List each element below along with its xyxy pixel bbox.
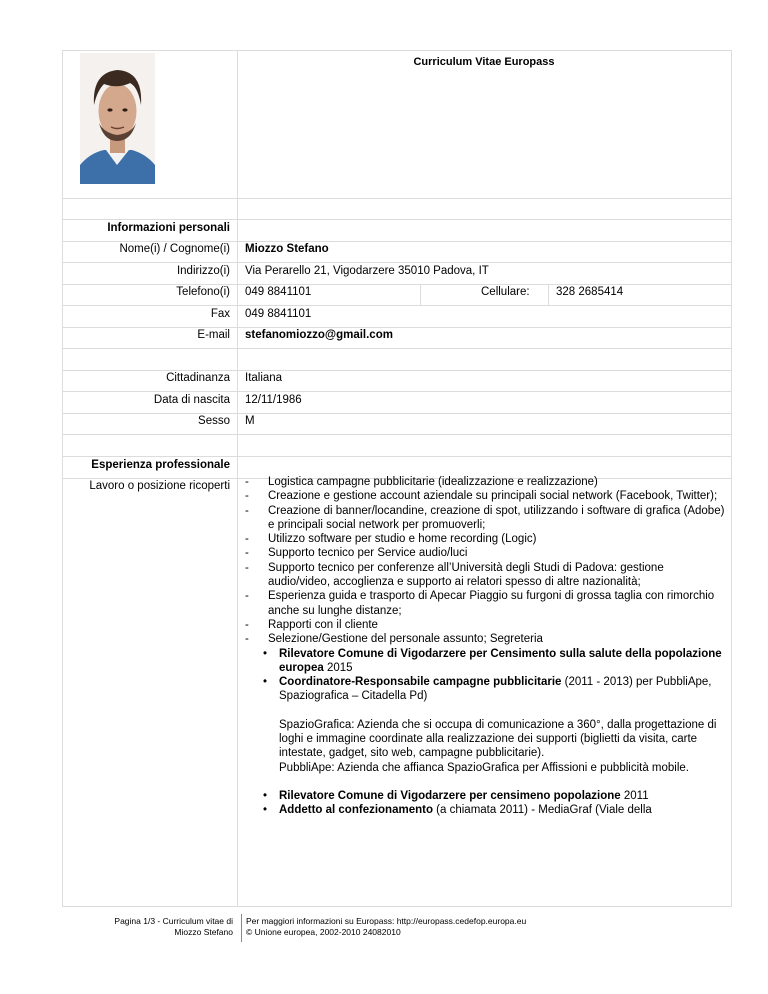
bullet-item: • Addetto al confezionamento (a chiamata 2011) - MediaGraf (Viale della xyxy=(263,804,652,817)
row-divider xyxy=(63,284,731,285)
birth-date-value: 12/11/1986 xyxy=(245,394,302,406)
row-divider xyxy=(63,305,731,306)
profile-photo xyxy=(80,53,155,184)
row-divider xyxy=(63,219,731,220)
row-divider xyxy=(63,413,731,414)
document-title: Curriculum Vitae Europass xyxy=(413,56,555,68)
email-label: E-mail xyxy=(197,329,230,341)
company-description: PubbliApe: Azienda che affianca SpazioGrafica per Affissioni e pubblicità mobile. xyxy=(279,761,689,774)
footer-divider xyxy=(241,914,242,942)
name-value: Miozzo Stefano xyxy=(245,243,329,255)
fax-label: Fax xyxy=(210,308,230,320)
mobile-value: 328 2685414 xyxy=(556,286,624,298)
section-personal-info: Informazioni personali xyxy=(107,222,230,234)
row-divider xyxy=(63,456,731,457)
list-item: - Creazione di banner/locandine, creazione di spot, utilizzando i software di grafica (Adobe) e principali social network per promuoverli; xyxy=(245,504,725,531)
cell-divider xyxy=(548,284,549,305)
list-item: - Utilizzo software per studio e home recording (Logic) xyxy=(245,533,537,546)
cell-divider xyxy=(420,284,421,305)
list-item: - Creazione e gestione account aziendale su principali social network (Facebook, Twitter); xyxy=(245,490,718,503)
role-label: Lavoro o posizione ricoperti xyxy=(89,480,230,492)
list-item: - Supporto tecnico per conferenze all’Università degli Studi di Padova: gestione audio/video, accoglienza e supporto ai relatori spesso di altre nazionalità; xyxy=(245,561,664,589)
row-divider xyxy=(63,327,731,328)
address-value: Via Perarello 21, Vigodarzere 35010 Padova, IT xyxy=(245,265,489,277)
company-description: SpazioGrafica: Azienda che si occupa di comunicazione a 360°, dalla progettazione di loghi e immagine coordinate alla realizzazione dei supporti (biglietti da visita, carte intestate, gadget, sito web, campagne pubblicitarie). xyxy=(279,718,717,760)
bullet-item: • Rilevatore Comune di Vigodarzere per Censimento sulla salute della popolazione europea 2015 xyxy=(263,647,722,674)
section-experience: Esperienza professionale xyxy=(91,459,230,471)
sex-value: M xyxy=(245,415,255,427)
row-divider xyxy=(63,241,731,242)
citizenship-label: Cittadinanza xyxy=(166,372,230,384)
list-item: - Logistica campagne pubblicitarie (idealizzazione e realizzazione) xyxy=(245,476,598,488)
row-divider xyxy=(63,434,731,435)
cv-table xyxy=(62,50,732,907)
mobile-label: Cellulare: xyxy=(481,286,530,298)
list-item: - Rapporti con il cliente xyxy=(245,618,378,631)
email-value: stefanomiozzo@gmail.com xyxy=(245,329,393,341)
bullet-item: • Rilevatore Comune di Vigodarzere per censimeno popolazione 2011 xyxy=(263,789,649,802)
list-item: - Esperienza guida e trasporto di Apecar Piaggio su furgoni di grossa taglia con rimorchio anche su lunghe distanze; xyxy=(245,590,715,617)
row-divider xyxy=(63,262,731,263)
list-item: - Supporto tecnico per Service audio/luci xyxy=(245,547,468,560)
phone-label: Telefono(i) xyxy=(176,286,230,298)
experience-list xyxy=(245,475,725,818)
row-divider xyxy=(63,370,731,371)
address-label: Indirizzo(i) xyxy=(176,265,230,277)
row-divider xyxy=(63,391,731,392)
name-label: Nome(i) / Cognome(i) xyxy=(119,243,230,255)
row-divider xyxy=(63,198,731,199)
sex-label: Sesso xyxy=(198,415,230,427)
row-divider xyxy=(63,348,731,349)
birth-date-label: Data di nascita xyxy=(153,394,230,406)
footer-europass-info: Per maggiori informazioni su Europass: http://europass.cedefop.europa.eu © Unione europea, 2002-2010 24082010 xyxy=(246,916,527,937)
fax-value: 049 8841101 xyxy=(245,308,312,320)
list-item: - Selezione/Gestione del personale assunto; Segreteria xyxy=(245,633,543,646)
citizenship-value: Italiana xyxy=(245,372,283,384)
footer-page-info: Pagina 1/3 - Curriculum vitae di Miozzo Stefano xyxy=(114,916,233,937)
phone-value: 049 8841101 xyxy=(245,286,312,298)
bullet-item: • Coordinatore-Responsabile campagne pubblicitarie (2011 - 2013) per PubbliApe, Spaziografica – Citadella Pd) xyxy=(263,676,712,703)
